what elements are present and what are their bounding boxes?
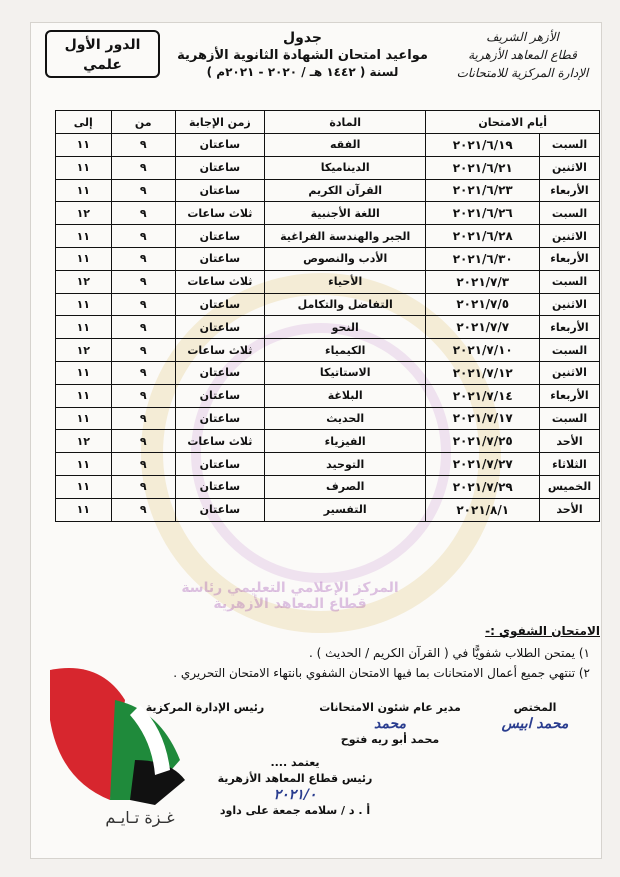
cell-to: ١١	[56, 293, 112, 316]
palestine-flag-logo	[40, 660, 190, 810]
cell-to: ١١	[56, 453, 112, 476]
approval-block	[205, 755, 385, 819]
cell-subject: الجبر والهندسة الفراغية	[264, 225, 426, 248]
cell-from: ٩	[111, 247, 175, 270]
cell-date: ٢٠٢١/٧/٢٧	[426, 453, 540, 476]
cell-day: السبت	[539, 270, 599, 293]
table-row	[56, 134, 600, 157]
director-title: مدير عام شئون الامتحانات	[319, 701, 461, 714]
cell-date: ٢٠٢١/٧/١٤	[426, 384, 540, 407]
cell-to: ١١	[56, 247, 112, 270]
table-row	[56, 156, 600, 179]
specialist-title: المختص	[513, 701, 557, 714]
cell-day: الثلاثاء	[539, 453, 599, 476]
cell-day: الأربعاء	[539, 384, 599, 407]
cell-day: الاثنين	[539, 225, 599, 248]
cell-to: ١١	[56, 384, 112, 407]
cell-date: ٢٠٢١/٨/١	[426, 498, 540, 521]
table-row	[56, 316, 600, 339]
table-row	[56, 498, 600, 521]
header-subject: المادة	[264, 111, 426, 134]
cell-date: ٢٠٢١/٧/٧	[426, 316, 540, 339]
cell-from: ٩	[111, 475, 175, 498]
header-to: إلى	[56, 111, 112, 134]
cell-duration: ساعتان	[175, 384, 264, 407]
cell-subject: الحديث	[264, 407, 426, 430]
director-signature-block	[310, 700, 470, 748]
cell-duration: ساعتان	[175, 361, 264, 384]
cell-from: ٩	[111, 407, 175, 430]
table-row	[56, 179, 600, 202]
cell-to: ١١	[56, 361, 112, 384]
cell-date: ٢٠٢١/٧/٥	[426, 293, 540, 316]
cell-subject: الفقه	[264, 134, 426, 157]
cell-to: ١١	[56, 156, 112, 179]
cell-day: الأحد	[539, 430, 599, 453]
cell-day: الاثنين	[539, 361, 599, 384]
cell-to: ١١	[56, 225, 112, 248]
table-row	[56, 430, 600, 453]
cell-day: الأربعاء	[539, 316, 599, 339]
brand-watermark: غـزة تـايـم	[105, 808, 175, 827]
cell-day: الأحد	[539, 498, 599, 521]
table-row	[56, 453, 600, 476]
cell-duration: ساعتان	[175, 407, 264, 430]
document-title	[175, 30, 430, 79]
cell-subject: البلاغة	[264, 384, 426, 407]
cell-duration: ساعتان	[175, 134, 264, 157]
logo-line2: قطاع المعاهد الأزهرية	[468, 48, 577, 62]
table-row	[56, 293, 600, 316]
cell-date: ٢٠٢١/٧/٣	[426, 270, 540, 293]
cell-subject: التفسير	[264, 498, 426, 521]
table-row	[56, 270, 600, 293]
session-box	[45, 30, 160, 78]
cell-subject: الكيمياء	[264, 339, 426, 362]
table-row	[56, 361, 600, 384]
cell-to: ١١	[56, 475, 112, 498]
cell-duration: ساعتان	[175, 498, 264, 521]
cell-subject: النحو	[264, 316, 426, 339]
cell-to: ١١	[56, 316, 112, 339]
cell-subject: الفيزياء	[264, 430, 426, 453]
cell-date: ٢٠٢١/٦/٣٠	[426, 247, 540, 270]
cell-duration: ساعتان	[175, 225, 264, 248]
cell-from: ٩	[111, 453, 175, 476]
cell-subject: الأحياء	[264, 270, 426, 293]
cell-day: السبت	[539, 202, 599, 225]
cell-from: ٩	[111, 293, 175, 316]
cell-subject: الأدب والنصوص	[264, 247, 426, 270]
azhar-logo-text	[440, 28, 605, 82]
cell-duration: ساعتان	[175, 316, 264, 339]
cell-duration: ثلاث ساعات	[175, 270, 264, 293]
cell-duration: ساعتان	[175, 247, 264, 270]
cell-duration: ثلاث ساعات	[175, 339, 264, 362]
approved-label: يعتمد ....	[270, 756, 320, 769]
cell-from: ٩	[111, 498, 175, 521]
cell-from: ٩	[111, 270, 175, 293]
cell-day: السبت	[539, 339, 599, 362]
logo-line3: الإدارة المركزية للامتحانات	[456, 66, 589, 80]
title-line3: لسنة ( ١٤٤٢ هـ / ٢٠٢٠ - ٢٠٢١م )	[206, 65, 399, 79]
cell-day: الأربعاء	[539, 179, 599, 202]
cell-date: ٢٠٢١/٦/٢٦	[426, 202, 540, 225]
cell-duration: ساعتان	[175, 179, 264, 202]
cell-from: ٩	[111, 225, 175, 248]
oral-note-2: ٢) تنتهي جميع أعمال الامتحانات بما فيها الامتحان الشفوي بانتهاء الامتحان التحريري .	[173, 666, 590, 680]
cell-to: ١٢	[56, 339, 112, 362]
cell-to: ١١	[56, 179, 112, 202]
specialist-signature: محمد ابيس	[501, 716, 569, 732]
table-row	[56, 407, 600, 430]
oral-note-1: ١) يمتحن الطلاب شفويًّا في ( القرآن الكريم / الحديث ) .	[309, 646, 590, 660]
title-line2: مواعيد امتحان الشهادة الثانوية الأزهرية	[177, 48, 428, 63]
cell-day: الأربعاء	[539, 247, 599, 270]
header-from: من	[111, 111, 175, 134]
cell-to: ١١	[56, 407, 112, 430]
watermark-text: المركز الإعلامي التعليمي رئاسة قطاع المعاهد الأزهرية	[181, 580, 399, 612]
cell-duration: ساعتان	[175, 156, 264, 179]
cell-from: ٩	[111, 339, 175, 362]
cell-subject: الصرف	[264, 475, 426, 498]
specialist-signature-block	[485, 700, 585, 732]
cell-date: ٢٠٢١/٦/١٩	[426, 134, 540, 157]
cell-date: ٢٠٢١/٦/٢١	[426, 156, 540, 179]
cell-subject: التوحيد	[264, 453, 426, 476]
header-days: أيام الامتحان	[426, 111, 600, 134]
cell-duration: ساعتان	[175, 453, 264, 476]
table-row	[56, 384, 600, 407]
table-row	[56, 475, 600, 498]
cell-from: ٩	[111, 134, 175, 157]
title-line1: جدول	[282, 30, 323, 46]
cell-subject: اللغة الأجنبية	[264, 202, 426, 225]
cell-from: ٩	[111, 156, 175, 179]
cell-day: الاثنين	[539, 156, 599, 179]
cell-from: ٩	[111, 384, 175, 407]
cell-duration: ساعتان	[175, 475, 264, 498]
table-row	[56, 247, 600, 270]
director-name: محمد أبو ريه فتوح	[340, 733, 440, 746]
table-row	[56, 202, 600, 225]
cell-day: السبت	[539, 134, 599, 157]
cell-date: ٢٠٢١/٧/٢٥	[426, 430, 540, 453]
cell-date: ٢٠٢١/٧/١٧	[426, 407, 540, 430]
cell-subject: الديناميكا	[264, 156, 426, 179]
cell-from: ٩	[111, 179, 175, 202]
cell-date: ٢٠٢١/٦/٢٨	[426, 225, 540, 248]
cell-to: ١١	[56, 498, 112, 521]
exam-schedule-table	[55, 110, 600, 522]
cell-duration: ساعتان	[175, 293, 264, 316]
cell-subject: القرآن الكريم	[264, 179, 426, 202]
cell-day: الخميس	[539, 475, 599, 498]
sector-head-title: رئيس قطاع المعاهد الأزهرية	[217, 772, 373, 785]
session-line2: علمي	[83, 57, 122, 73]
table-header-row	[56, 111, 600, 134]
cell-to: ١١	[56, 134, 112, 157]
session-line1: الدور الأول	[64, 37, 141, 53]
cell-day: السبت	[539, 407, 599, 430]
cell-date: ٢٠٢١/٦/٢٣	[426, 179, 540, 202]
cell-to: ١٢	[56, 430, 112, 453]
director-signature: محمد	[374, 716, 406, 732]
cell-subject: التفاضل والتكامل	[264, 293, 426, 316]
header-duration: زمن الإجابة	[175, 111, 264, 134]
cell-from: ٩	[111, 430, 175, 453]
table-row	[56, 339, 600, 362]
cell-from: ٩	[111, 316, 175, 339]
cell-from: ٩	[111, 202, 175, 225]
table-row	[56, 225, 600, 248]
cell-duration: ثلاث ساعات	[175, 430, 264, 453]
cell-date: ٢٠٢١/٧/١٠	[426, 339, 540, 362]
cell-day: الاثنين	[539, 293, 599, 316]
sector-head-name: أ . د / سلامه جمعة على داود	[219, 804, 371, 817]
cell-date: ٢٠٢١/٧/٢٩	[426, 475, 540, 498]
oral-exam-title: الامتحان الشفوي :-	[485, 624, 600, 638]
cell-duration: ثلاث ساعات	[175, 202, 264, 225]
sector-signature: ٢٠٢١/٠	[273, 787, 317, 803]
logo-line1: الأزهر الشريف	[486, 30, 559, 44]
cell-to: ١٢	[56, 270, 112, 293]
head-admin-title: رئيس الإدارة المركزية	[145, 701, 265, 714]
cell-subject: الاستاتيكا	[264, 361, 426, 384]
cell-to: ١٢	[56, 202, 112, 225]
cell-from: ٩	[111, 361, 175, 384]
cell-date: ٢٠٢١/٧/١٢	[426, 361, 540, 384]
